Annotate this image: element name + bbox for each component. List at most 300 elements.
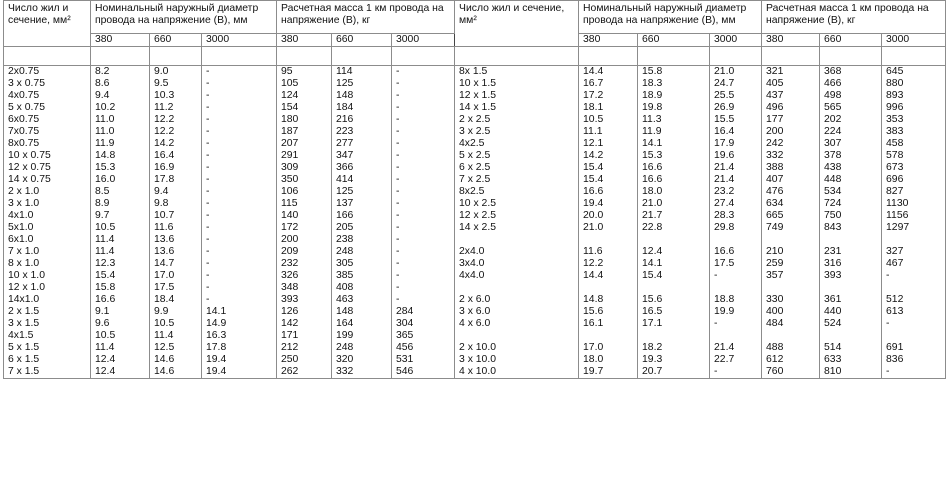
spacer-cell — [4, 47, 91, 66]
value-cell: 126 — [277, 306, 332, 318]
value-cell: 19.7 — [579, 366, 638, 379]
cores-cell: 14x1.0 — [4, 294, 91, 306]
value-cell: 19.4 — [202, 354, 277, 366]
cores-cell: 8 x 1.0 — [4, 258, 91, 270]
value-cell: 8.6 — [91, 78, 150, 90]
spacer-cell — [820, 47, 882, 66]
value-cell: 546 — [392, 366, 455, 379]
value-cell: 9.5 — [150, 78, 202, 90]
value-cell: 16.4 — [150, 150, 202, 162]
value-cell: 20.7 — [638, 366, 710, 379]
value-cell: 166 — [332, 210, 392, 222]
value-cell: 15.4 — [579, 174, 638, 186]
spacer-cell — [150, 47, 202, 66]
value-cell: 114 — [332, 66, 392, 79]
value-cell: 378 — [820, 150, 882, 162]
value-cell: - — [392, 126, 455, 138]
cores-cell: 4x1.5 — [4, 330, 91, 342]
table-row — [4, 270, 946, 282]
voltage-380: 380 — [277, 34, 332, 47]
value-cell: 17.8 — [202, 342, 277, 354]
value-cell: 320 — [332, 354, 392, 366]
value-cell: 12.2 — [150, 126, 202, 138]
value-cell: 15.3 — [638, 150, 710, 162]
table-row — [4, 138, 946, 150]
value-cell: - — [202, 114, 277, 126]
header-cores-right: Число жил и сечение, мм² — [455, 1, 579, 47]
value-cell: 414 — [332, 174, 392, 186]
value-cell: - — [392, 198, 455, 210]
table-row — [4, 294, 946, 306]
spacer-cell — [638, 47, 710, 66]
value-cell: 207 — [277, 138, 332, 150]
value-cell — [882, 330, 946, 342]
value-cell: - — [392, 234, 455, 246]
value-cell — [762, 234, 820, 246]
value-cell: 184 — [332, 102, 392, 114]
value-cell: - — [392, 210, 455, 222]
value-cell — [710, 234, 762, 246]
cores-cell: 7 x 1.0 — [4, 246, 91, 258]
value-cell: 463 — [332, 294, 392, 306]
value-cell: 365 — [392, 330, 455, 342]
value-cell: 368 — [820, 66, 882, 79]
cores-cell: 6 x 1.5 — [4, 354, 91, 366]
value-cell: 893 — [882, 90, 946, 102]
value-cell: 19.4 — [202, 366, 277, 379]
value-cell: 187 — [277, 126, 332, 138]
value-cell: 514 — [820, 342, 882, 354]
value-cell: 385 — [332, 270, 392, 282]
value-cell: - — [202, 234, 277, 246]
cores-cell: 7 x 2.5 — [455, 174, 579, 186]
cores-cell: 2 x 2.5 — [455, 114, 579, 126]
value-cell: 14.9 — [202, 318, 277, 330]
value-cell: 16.1 — [579, 318, 638, 330]
value-cell: 95 — [277, 66, 332, 79]
spacer-cell — [277, 47, 332, 66]
cores-cell: 2 x 1.5 — [4, 306, 91, 318]
cores-cell: 5 x 2.5 — [455, 150, 579, 162]
value-cell: 332 — [762, 150, 820, 162]
cores-cell: 10 x 1.0 — [4, 270, 91, 282]
cores-cell: 7x0.75 — [4, 126, 91, 138]
table-row — [4, 162, 946, 174]
voltage-3000: 3000 — [710, 34, 762, 47]
value-cell: 11.6 — [579, 246, 638, 258]
value-cell: 12.4 — [91, 366, 150, 379]
value-cell: 19.9 — [710, 306, 762, 318]
value-cell: 12.2 — [150, 114, 202, 126]
header-cores-left: Число жил и сечение, мм² — [4, 1, 91, 47]
value-cell: 10.5 — [91, 222, 150, 234]
value-cell: 125 — [332, 186, 392, 198]
value-cell: 9.0 — [150, 66, 202, 79]
value-cell: 250 — [277, 354, 332, 366]
table-row — [4, 354, 946, 366]
value-cell: 199 — [332, 330, 392, 342]
cores-cell: 5 x 1.5 — [4, 342, 91, 354]
value-cell: 21.0 — [638, 198, 710, 210]
cores-cell: 4 x 6.0 — [455, 318, 579, 330]
value-cell: 200 — [277, 234, 332, 246]
value-cell: 202 — [820, 114, 882, 126]
value-cell: 154 — [277, 102, 332, 114]
value-cell: 11.0 — [91, 114, 150, 126]
value-cell: 9.4 — [91, 90, 150, 102]
value-cell: 223 — [332, 126, 392, 138]
value-cell: - — [392, 162, 455, 174]
value-cell: 18.2 — [638, 342, 710, 354]
value-cell: 488 — [762, 342, 820, 354]
cores-cell: 14 x 0.75 — [4, 174, 91, 186]
value-cell: 448 — [820, 174, 882, 186]
value-cell: 232 — [277, 258, 332, 270]
value-cell: 10.5 — [579, 114, 638, 126]
spacer-cell — [579, 47, 638, 66]
value-cell: 12.2 — [579, 258, 638, 270]
value-cell: 19.4 — [579, 198, 638, 210]
value-cell: 11.6 — [150, 222, 202, 234]
cores-cell: 2x4.0 — [455, 246, 579, 258]
value-cell: 353 — [882, 114, 946, 126]
value-cell: 242 — [762, 138, 820, 150]
header-row — [4, 1, 946, 34]
value-cell: 124 — [277, 90, 332, 102]
value-cell: 224 — [820, 126, 882, 138]
value-cell: 171 — [277, 330, 332, 342]
value-cell: 16.9 — [150, 162, 202, 174]
value-cell: 19.6 — [710, 150, 762, 162]
table-row — [4, 186, 946, 198]
value-cell: - — [392, 222, 455, 234]
value-cell: 11.3 — [638, 114, 710, 126]
table-row — [4, 66, 946, 79]
value-cell: - — [202, 222, 277, 234]
value-cell: 309 — [277, 162, 332, 174]
value-cell — [579, 234, 638, 246]
value-cell — [710, 330, 762, 342]
value-cell: 18.9 — [638, 90, 710, 102]
value-cell: 496 — [762, 102, 820, 114]
value-cell: 388 — [762, 162, 820, 174]
value-cell: 827 — [882, 186, 946, 198]
value-cell: 393 — [820, 270, 882, 282]
spacer-cell — [332, 47, 392, 66]
value-cell — [820, 234, 882, 246]
value-cell: 14.6 — [150, 366, 202, 379]
cores-cell: 4 x 10.0 — [455, 366, 579, 379]
value-cell: - — [202, 90, 277, 102]
table-row — [4, 114, 946, 126]
value-cell: 645 — [882, 66, 946, 79]
value-cell: 11.4 — [91, 234, 150, 246]
value-cell: 19.8 — [638, 102, 710, 114]
value-cell: - — [882, 318, 946, 330]
value-cell: 467 — [882, 258, 946, 270]
value-cell: 1297 — [882, 222, 946, 234]
value-cell: - — [392, 294, 455, 306]
value-cell: 16.3 — [202, 330, 277, 342]
value-cell: 15.4 — [579, 162, 638, 174]
cable-table-container — [3, 0, 946, 379]
spacer-row — [4, 47, 946, 66]
value-cell: 15.4 — [638, 270, 710, 282]
value-cell: 8.2 — [91, 66, 150, 79]
value-cell: 612 — [762, 354, 820, 366]
value-cell: 633 — [820, 354, 882, 366]
value-cell: 16.5 — [638, 306, 710, 318]
value-cell: 216 — [332, 114, 392, 126]
value-cell: 332 — [332, 366, 392, 379]
header-mass-left: Расчетная масса 1 км провода на напряжение (В), кг — [277, 1, 455, 34]
value-cell: 16.6 — [710, 246, 762, 258]
cores-cell: 8x2.5 — [455, 186, 579, 198]
value-cell: 440 — [820, 306, 882, 318]
value-cell: 16.6 — [91, 294, 150, 306]
value-cell: - — [202, 174, 277, 186]
value-cell: 14.8 — [91, 150, 150, 162]
value-cell: - — [202, 282, 277, 294]
value-cell: 11.0 — [91, 126, 150, 138]
value-cell: 10.5 — [150, 318, 202, 330]
value-cell: 1156 — [882, 210, 946, 222]
value-cell: 18.1 — [579, 102, 638, 114]
value-cell: - — [202, 162, 277, 174]
value-cell — [579, 330, 638, 342]
value-cell: 13.6 — [150, 246, 202, 258]
value-cell: 405 — [762, 78, 820, 90]
value-cell: - — [710, 366, 762, 379]
table-row — [4, 246, 946, 258]
value-cell: 16.6 — [579, 186, 638, 198]
value-cell: - — [202, 270, 277, 282]
value-cell: 673 — [882, 162, 946, 174]
value-cell: 316 — [820, 258, 882, 270]
table-row — [4, 222, 946, 234]
cores-cell — [455, 282, 579, 294]
value-cell: 10.5 — [91, 330, 150, 342]
cores-cell: 3 x 0.75 — [4, 78, 91, 90]
value-cell: - — [202, 138, 277, 150]
cores-cell: 14 x 2.5 — [455, 222, 579, 234]
value-cell: 14.1 — [638, 138, 710, 150]
value-cell: 148 — [332, 90, 392, 102]
value-cell: 393 — [277, 294, 332, 306]
value-cell: 14.8 — [579, 294, 638, 306]
value-cell: 8.9 — [91, 198, 150, 210]
value-cell: 996 — [882, 102, 946, 114]
value-cell: 205 — [332, 222, 392, 234]
value-cell: 17.1 — [638, 318, 710, 330]
cores-cell: 3 x 6.0 — [455, 306, 579, 318]
value-cell: 18.3 — [638, 78, 710, 90]
value-cell: - — [202, 66, 277, 79]
cores-cell: 14 x 1.5 — [455, 102, 579, 114]
value-cell: 14.1 — [202, 306, 277, 318]
table-row — [4, 282, 946, 294]
value-cell: 11.4 — [150, 330, 202, 342]
value-cell: 408 — [332, 282, 392, 294]
value-cell: 10.7 — [150, 210, 202, 222]
cores-cell: 12 x 2.5 — [455, 210, 579, 222]
value-cell: 17.0 — [579, 342, 638, 354]
cores-cell: 6x0.75 — [4, 114, 91, 126]
header-mass-right: Расчетная масса 1 км провода на напряжение (В), кг — [762, 1, 946, 34]
cores-cell — [455, 330, 579, 342]
value-cell: - — [710, 318, 762, 330]
value-cell: 326 — [277, 270, 332, 282]
value-cell: 12.5 — [150, 342, 202, 354]
value-cell: 11.9 — [638, 126, 710, 138]
value-cell: 665 — [762, 210, 820, 222]
value-cell — [820, 330, 882, 342]
value-cell: 9.8 — [150, 198, 202, 210]
cores-cell: 8x0.75 — [4, 138, 91, 150]
cores-cell: 6x1.0 — [4, 234, 91, 246]
value-cell: - — [392, 282, 455, 294]
value-cell: - — [202, 198, 277, 210]
value-cell: 25.5 — [710, 90, 762, 102]
value-cell: 1130 — [882, 198, 946, 210]
header-diameter-right: Номинальный наружный диаметр провода на напряжение (В), мм — [579, 1, 762, 34]
table-row — [4, 210, 946, 222]
value-cell: 12.1 — [579, 138, 638, 150]
voltage-660: 660 — [638, 34, 710, 47]
voltage-660: 660 — [820, 34, 882, 47]
value-cell: - — [392, 138, 455, 150]
voltage-380: 380 — [91, 34, 150, 47]
table-row — [4, 330, 946, 342]
value-cell: 24.7 — [710, 78, 762, 90]
value-cell: 11.9 — [91, 138, 150, 150]
value-cell: 9.1 — [91, 306, 150, 318]
value-cell — [762, 282, 820, 294]
cores-cell: 4x4.0 — [455, 270, 579, 282]
value-cell: 18.0 — [579, 354, 638, 366]
value-cell: 578 — [882, 150, 946, 162]
value-cell: - — [392, 174, 455, 186]
value-cell: - — [392, 246, 455, 258]
value-cell: 843 — [820, 222, 882, 234]
value-cell: - — [202, 210, 277, 222]
value-cell: 291 — [277, 150, 332, 162]
value-cell: - — [392, 186, 455, 198]
value-cell: - — [392, 102, 455, 114]
value-cell: 14.2 — [150, 138, 202, 150]
value-cell: 16.6 — [638, 174, 710, 186]
value-cell: 400 — [762, 306, 820, 318]
value-cell: 484 — [762, 318, 820, 330]
value-cell: - — [392, 90, 455, 102]
value-cell: 348 — [277, 282, 332, 294]
value-cell: 172 — [277, 222, 332, 234]
value-cell: 106 — [277, 186, 332, 198]
voltage-380: 380 — [762, 34, 820, 47]
value-cell: 14.2 — [579, 150, 638, 162]
value-cell: 29.8 — [710, 222, 762, 234]
value-cell: 18.4 — [150, 294, 202, 306]
value-cell: 209 — [277, 246, 332, 258]
cores-cell: 4x0.75 — [4, 90, 91, 102]
value-cell: 565 — [820, 102, 882, 114]
value-cell: 142 — [277, 318, 332, 330]
spacer-cell — [762, 47, 820, 66]
value-cell: 11.4 — [91, 246, 150, 258]
value-cell: 307 — [820, 138, 882, 150]
value-cell — [762, 330, 820, 342]
table-row — [4, 126, 946, 138]
value-cell: 21.4 — [710, 162, 762, 174]
cores-cell: 12 x 1.5 — [455, 90, 579, 102]
value-cell: 634 — [762, 198, 820, 210]
value-cell: 12.3 — [91, 258, 150, 270]
value-cell: - — [392, 114, 455, 126]
value-cell: 760 — [762, 366, 820, 379]
value-cell: 321 — [762, 66, 820, 79]
value-cell: 438 — [820, 162, 882, 174]
value-cell: 248 — [332, 342, 392, 354]
cores-cell: 3 x 1.5 — [4, 318, 91, 330]
value-cell — [710, 282, 762, 294]
cores-cell: 12 x 1.0 — [4, 282, 91, 294]
value-cell: 9.7 — [91, 210, 150, 222]
value-cell: 15.6 — [579, 306, 638, 318]
value-cell: - — [710, 270, 762, 282]
value-cell: 248 — [332, 246, 392, 258]
value-cell: 347 — [332, 150, 392, 162]
value-cell — [882, 234, 946, 246]
value-cell: 21.7 — [638, 210, 710, 222]
value-cell: 305 — [332, 258, 392, 270]
value-cell: - — [202, 102, 277, 114]
value-cell: - — [202, 150, 277, 162]
spacer-cell — [392, 47, 455, 66]
value-cell: 14.6 — [150, 354, 202, 366]
value-cell: 19.3 — [638, 354, 710, 366]
value-cell: 880 — [882, 78, 946, 90]
cores-cell: 4x1.0 — [4, 210, 91, 222]
cores-cell: 3 x 2.5 — [455, 126, 579, 138]
value-cell: - — [882, 366, 946, 379]
value-cell: 9.9 — [150, 306, 202, 318]
table-row — [4, 318, 946, 330]
value-cell — [638, 234, 710, 246]
value-cell: - — [202, 186, 277, 198]
table-row — [4, 102, 946, 114]
value-cell: 180 — [277, 114, 332, 126]
value-cell: 512 — [882, 294, 946, 306]
value-cell: 21.0 — [579, 222, 638, 234]
spacer-cell — [710, 47, 762, 66]
cores-cell: 2 x 6.0 — [455, 294, 579, 306]
table-row — [4, 90, 946, 102]
value-cell: 11.1 — [579, 126, 638, 138]
value-cell: 17.8 — [150, 174, 202, 186]
value-cell: 534 — [820, 186, 882, 198]
value-cell: 115 — [277, 198, 332, 210]
voltage-380: 380 — [579, 34, 638, 47]
cores-cell: 2 x 1.0 — [4, 186, 91, 198]
table-row — [4, 234, 946, 246]
value-cell: 691 — [882, 342, 946, 354]
table-row — [4, 198, 946, 210]
value-cell: 28.3 — [710, 210, 762, 222]
value-cell: - — [392, 258, 455, 270]
value-cell: 277 — [332, 138, 392, 150]
table-row — [4, 78, 946, 90]
value-cell: 836 — [882, 354, 946, 366]
